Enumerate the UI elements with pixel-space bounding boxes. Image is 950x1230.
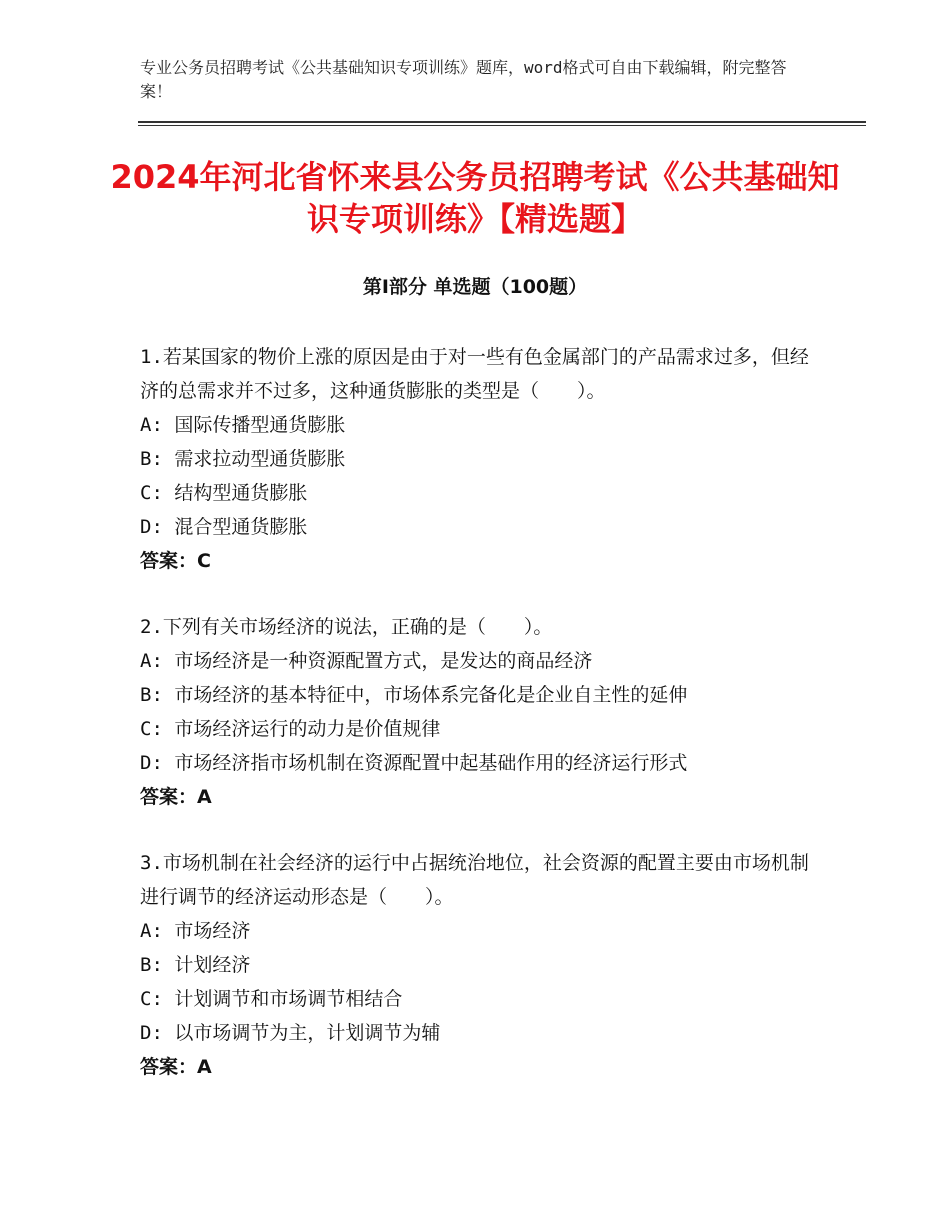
- option-a: A: 国际传播型通货膨胀: [140, 414, 346, 436]
- option-c: C: 结构型通货膨胀: [140, 482, 308, 504]
- option-d: D: 市场经济指市场机制在资源配置中起基础作用的经济运行形式: [140, 752, 688, 774]
- question-item: [140, 846, 820, 1084]
- part-heading: 第Ⅰ部分 单选题（100题）: [362, 276, 588, 298]
- question-stem: 2.下列有关市场经济的说法，正确的是（ ）。: [140, 616, 553, 638]
- header-note: 专业公务员招聘考试《公共基础知识专项训练》题库，word格式可自由下载编辑，附完整答案！: [140, 58, 787, 101]
- answer-line: 答案：A: [140, 786, 212, 808]
- option-d: D: 混合型通货膨胀: [140, 516, 308, 538]
- option-b: B: 市场经济的基本特征中，市场体系完备化是企业自主性的延伸: [140, 684, 688, 706]
- question-list: [140, 340, 820, 1116]
- question-item: [140, 610, 820, 814]
- header-divider-thin: [138, 125, 866, 126]
- option-a: A: 市场经济: [140, 920, 251, 942]
- question-stem: 1.若某国家的物价上涨的原因是由于对一些有色金属部门的产品需求过多，但经济的总需求并不过多，这种通货膨胀的类型是（ ）。: [140, 346, 809, 402]
- header-divider-thick: [138, 121, 866, 123]
- question-stem: 3.市场机制在社会经济的运行中占据统治地位，社会资源的配置主要由市场机制进行调节的经济运动形态是（ ）。: [140, 852, 809, 908]
- option-c: C: 计划调节和市场调节相结合: [140, 988, 403, 1010]
- option-b: B: 计划经济: [140, 954, 251, 976]
- answer-line: 答案：A: [140, 1056, 212, 1078]
- question-item: [140, 340, 820, 578]
- document-title: 2024年河北省怀来县公务员招聘考试《公共基础知识专项训练》【精选题】: [110, 158, 840, 238]
- option-c: C: 市场经济运行的动力是价值规律: [140, 718, 441, 740]
- option-a: A: 市场经济是一种资源配置方式，是发达的商品经济: [140, 650, 593, 672]
- option-d: D: 以市场调节为主，计划调节为辅: [140, 1022, 441, 1044]
- answer-line: 答案：C: [140, 550, 211, 572]
- option-b: B: 需求拉动型通货膨胀: [140, 448, 346, 470]
